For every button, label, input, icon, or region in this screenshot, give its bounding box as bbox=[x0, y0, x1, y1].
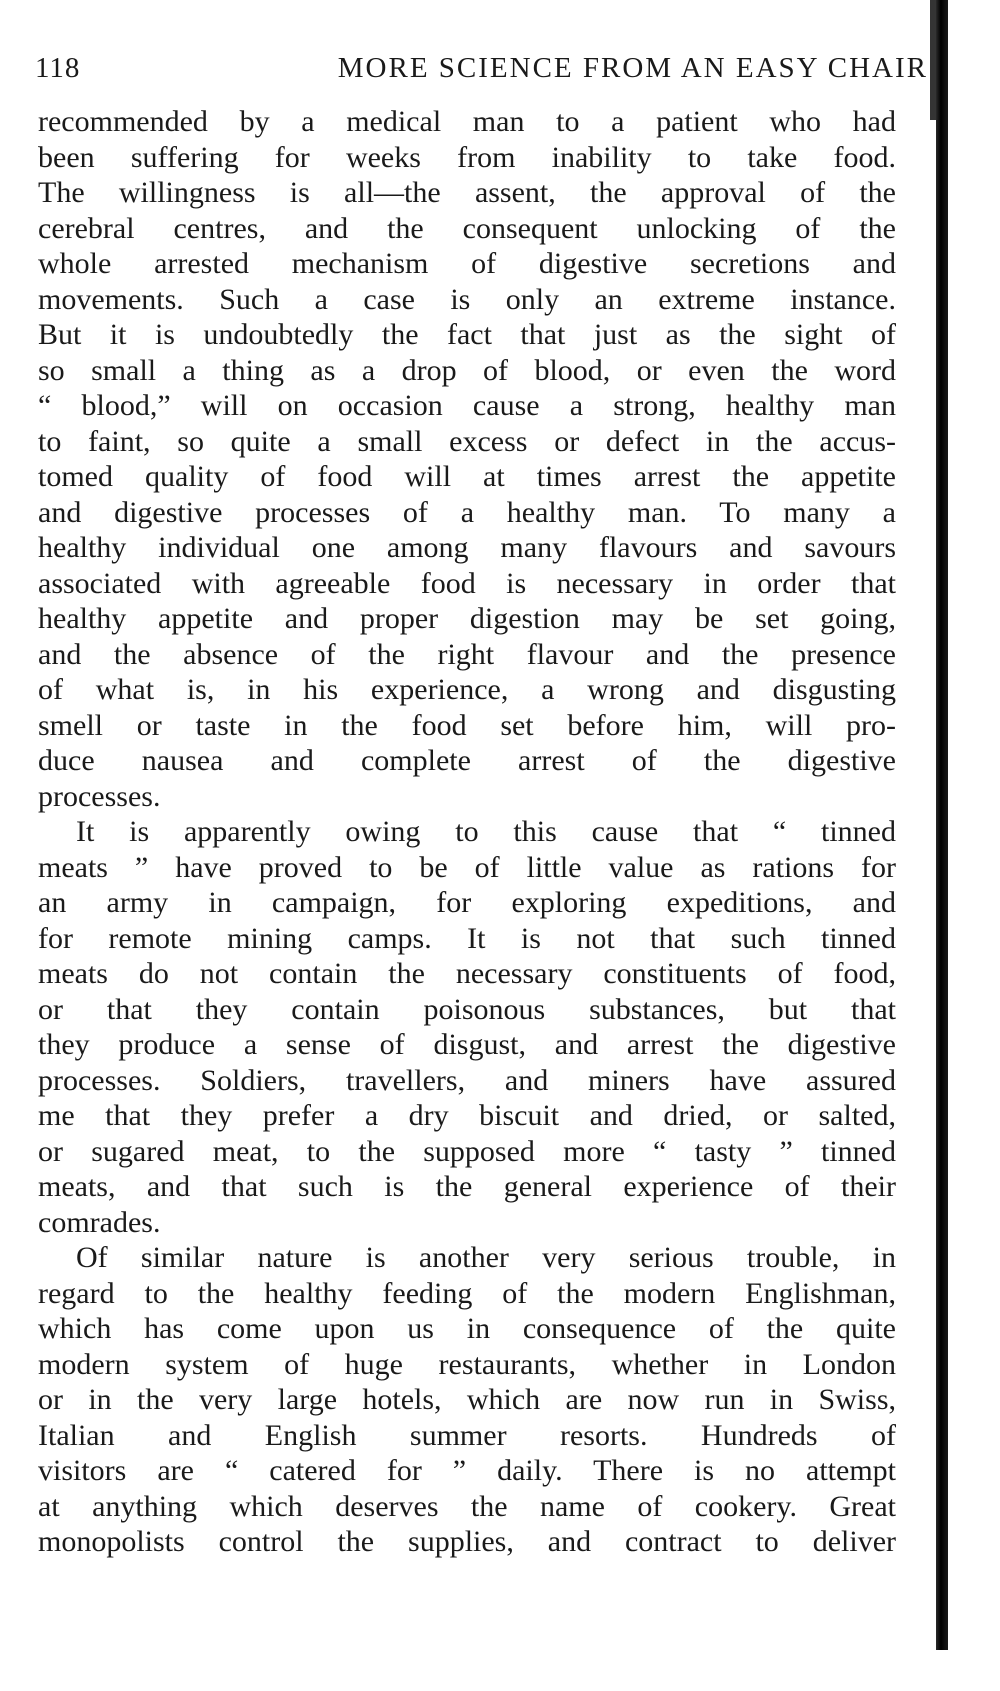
text-line: But it is undoubtedly the fact that just as the sight of bbox=[38, 318, 896, 351]
text-line: recommended by a medical man to a patient who had bbox=[38, 105, 896, 138]
text-line: associated with agreeable food is necessary in order that bbox=[38, 566, 896, 600]
paragraph-end-line: comrades. bbox=[38, 1205, 161, 1239]
text-line: “ blood,” will on occasion cause a strong, healthy man bbox=[38, 389, 896, 422]
text-line: smell or taste in the food set before him, will pro- bbox=[38, 708, 896, 742]
text-line: healthy appetite and proper digestion may be set going, bbox=[38, 602, 896, 635]
paragraph-first-line: Of similar nature is another very serious trouble, in bbox=[76, 1241, 896, 1274]
text-line: been suffering for weeks from inability to take food. bbox=[38, 140, 896, 174]
text-line: or in the very large hotels, which are now run in Swiss, bbox=[38, 1383, 896, 1416]
paragraph-first-line: It is apparently owing to this cause that “ tinned bbox=[76, 815, 896, 848]
text-line: and the absence of the right flavour and the presence bbox=[38, 637, 896, 671]
text-line: which has come upon us in consequence of the quite bbox=[38, 1312, 896, 1345]
text-line: an army in campaign, for exploring expeditions, and bbox=[38, 886, 896, 919]
text-line: meats do not contain the necessary constituents of food, bbox=[38, 957, 896, 990]
page-edge-shadow bbox=[936, 0, 948, 1650]
text-line: whole arrested mechanism of digestive secretions and bbox=[38, 247, 896, 280]
body-text bbox=[38, 104, 896, 1560]
text-line: me that they prefer a dry biscuit and dried, or salted, bbox=[38, 1099, 896, 1132]
text-line: regard to the healthy feeding of the modern Englishman, bbox=[38, 1276, 896, 1310]
text-line: at anything which deserves the name of cookery. Great bbox=[38, 1489, 896, 1523]
running-head bbox=[35, 52, 928, 92]
text-line: or that they contain poisonous substances, but that bbox=[38, 992, 896, 1026]
text-line: processes. Soldiers, travellers, and miners have assured bbox=[38, 1063, 896, 1097]
paragraph-end-line: processes. bbox=[38, 779, 161, 813]
text-line: movements. Such a case is only an extreme instance. bbox=[38, 282, 896, 316]
text-line: so small a thing as a drop of blood, or even the word bbox=[38, 353, 896, 387]
text-line: Italian and English summer resorts. Hundreds of bbox=[38, 1418, 896, 1452]
text-line: for remote mining camps. It is not that such tinned bbox=[38, 921, 896, 955]
page-number: 118 bbox=[35, 52, 81, 84]
text-line: cerebral centres, and the consequent unlocking of the bbox=[38, 211, 896, 245]
text-line: or sugared meat, to the supposed more “ tasty ” tinned bbox=[38, 1134, 896, 1168]
text-line: visitors are “ catered for ” daily. There is no attempt bbox=[38, 1454, 896, 1487]
text-line: meats, and that such is the general experience of their bbox=[38, 1170, 896, 1203]
text-line: monopolists control the supplies, and contract to deliver bbox=[38, 1525, 896, 1558]
text-line: they produce a sense of disgust, and arrest the digestive bbox=[38, 1028, 896, 1061]
text-line: to faint, so quite a small excess or defect in the accus- bbox=[38, 424, 896, 458]
text-line: modern system of huge restaurants, whether in London bbox=[38, 1347, 896, 1381]
text-line: The willingness is all—the assent, the approval of the bbox=[38, 176, 896, 209]
running-title: MORE SCIENCE FROM AN EASY CHAIR bbox=[337, 52, 928, 84]
text-line: duce nausea and complete arrest of the digestive bbox=[38, 744, 896, 777]
text-line: meats ” have proved to be of little value as rations for bbox=[38, 850, 896, 884]
text-line: of what is, in his experience, a wrong and disgusting bbox=[38, 673, 896, 706]
text-line: healthy individual one among many flavours and savours bbox=[38, 531, 896, 564]
text-line: tomed quality of food will at times arrest the appetite bbox=[38, 460, 896, 493]
text-line: and digestive processes of a healthy man. To many a bbox=[38, 495, 896, 529]
